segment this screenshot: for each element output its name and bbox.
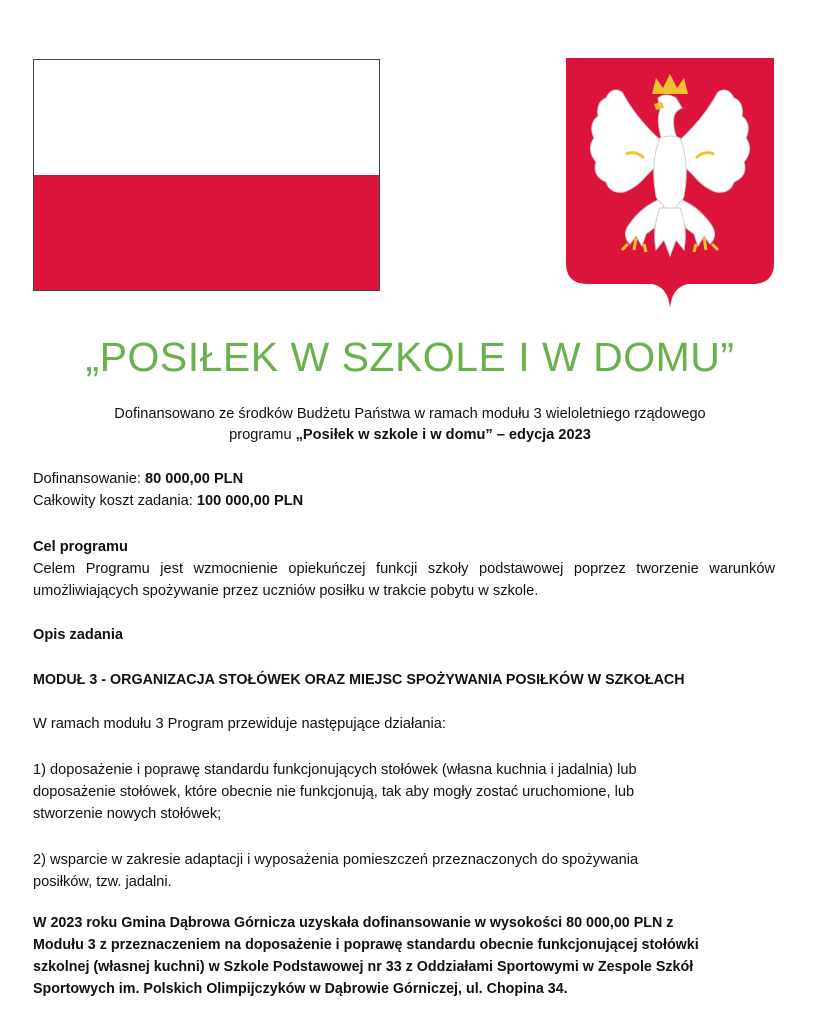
list-item-1 — [33, 759, 775, 825]
list-item-2 — [33, 849, 775, 893]
subtitle-line-2-prefix: programu — [229, 427, 296, 443]
module-heading: MODUŁ 3 - ORGANIZACJA STOŁÓWEK ORAZ MIEJSC SPOŻYWANIA POSIŁKÓW W SZKOŁACH — [33, 672, 685, 688]
list-item-1-line-1: 1) doposażenie i poprawę standardu funkcjonujących stołówek (własna kuchnia i jadalnia) lub — [33, 762, 637, 778]
list-item-1-line-2: doposażenie stołówek, które obecnie nie funkcjonują, tak aby mogły zostać uruchomione, lub — [33, 784, 635, 800]
subtitle-program-name: „Posiłek w szkole i w domu” – edycja 2023 — [295, 427, 591, 443]
goal-text: Celem Programu jest wzmocnienie opiekuńczej funkcji szkoły podstawowej poprzez tworzenie warunków umożliwiających spożywanie przez uczniów posiłku w trakcie pobytu w szkole. — [33, 561, 775, 599]
summary-line-2: Modułu 3 z przeznaczeniem na doposażenie i poprawę standardu obecnie funkcjonującej stołówki — [33, 937, 699, 953]
polish-flag — [33, 59, 380, 291]
intro-text: W ramach modułu 3 Program przewiduje następujące działania: — [33, 716, 446, 732]
goal-section — [33, 536, 775, 602]
list-item-1-line-3: stworzenie nowych stołówek; — [33, 806, 222, 822]
total-cost-row — [33, 490, 775, 512]
flag-red-stripe — [34, 175, 379, 290]
summary-line-4: Sportowych im. Polskich Olimpijczyków w Dąbrowie Górniczej, ul. Chopina 34. — [33, 981, 568, 997]
goal-heading: Cel programu — [33, 539, 128, 555]
total-cost-label: Całkowity koszt zadania: — [33, 493, 197, 509]
funding-label: Dofinansowanie: — [33, 471, 145, 487]
summary-line-1: W 2023 roku Gmina Dąbrowa Górnicza uzyskała dofinansowanie w wysokości 80 000,00 PLN z — [33, 915, 674, 931]
list-item-2-line-1: 2) wsparcie w zakresie adaptacji i wyposażenia pomieszczeń przeznaczonych do spożywania — [33, 852, 639, 868]
total-cost-value: 100 000,00 PLN — [196, 493, 304, 509]
list-item-2-line-2: posiłków, tzw. jadalni. — [33, 874, 172, 890]
task-heading: Opis zadania — [33, 627, 124, 643]
subtitle-line-1: Dofinansowano ze środków Budżetu Państwa w ramach modułu 3 wieloletniego rządowego — [114, 406, 706, 422]
funding-row — [33, 468, 775, 490]
summary-paragraph — [33, 912, 775, 1000]
flag-white-stripe — [34, 60, 379, 175]
white-eagle-emblem-icon — [566, 58, 774, 308]
funding-info — [33, 468, 775, 512]
page-title: „POSIŁEK W SZKOLE I W DOMU” — [85, 334, 735, 380]
funding-value: 80 000,00 PLN — [144, 471, 244, 487]
subtitle — [40, 404, 780, 446]
summary-line-3: szkolnej (własnej kuchni) w Szkole Podstawowej nr 33 z Oddziałami Sportowymi w Zespole Szkół — [33, 959, 694, 975]
